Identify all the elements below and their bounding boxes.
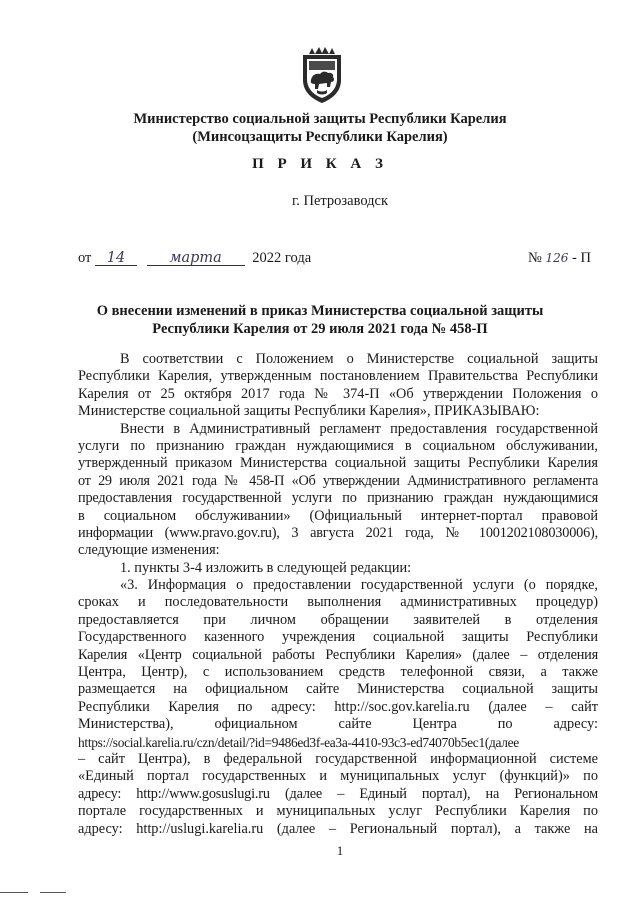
subject-line-2: Республики Карелия от 29 июля 2021 года № 458-П: [152, 321, 488, 337]
body-line: Государственного казенного учреждения социальной защиты Республики: [78, 629, 598, 646]
ministry-name: Министерство социальной защиты Республики Карелия: [133, 111, 507, 127]
ministry-short-name: (Минсоцзащиты Республики Карелия): [192, 129, 448, 145]
body-line: в социальном обслуживании» (Официальный интернет-портал правовой: [78, 507, 598, 524]
date-year: 2022 года: [252, 250, 312, 266]
body-line: https://social.karelia.ru/czn/detail/?id=9486ed3f-ea3a-4410-93c3-ed74070b5ec1(далее: [78, 734, 519, 750]
body-line: В соответствии с Положением о Министерстве социальной защиты: [120, 351, 598, 367]
body-line: предоставления государственной услуги по признанию граждан нуждающимися: [78, 490, 598, 507]
body-line: – сайт Центра), в федеральной государственной информационной системе: [78, 750, 598, 767]
date-day-handwritten: 14: [95, 251, 137, 266]
scan-edge-mark: [0, 892, 28, 893]
body-line: Карелия от 25 октября 2017 года № 374-П «Об утверждении Положения о: [78, 385, 598, 402]
body-line: информации (www.pravo.gov.ru), 3 августа 2021 года, № 1001202108030006),: [78, 524, 598, 541]
body-line: адресу: http://uslugi.karelia.ru (далее – Региональный портал), а также на: [78, 820, 598, 837]
city: г. Петрозаводск: [291, 193, 389, 209]
document-type: П Р И К А З: [252, 156, 388, 172]
body-line: Карелия «Центр социальной работы Республики Карелия» (далее – отделения: [78, 646, 598, 663]
karelia-coat-of-arms-icon: [297, 46, 347, 104]
body-line: размещается на официальном сайте Министерства социальной защиты: [78, 681, 598, 698]
body-line: Республики Карелия, утвержденным постановлением Правительства Республики: [78, 368, 598, 385]
subject-line-1: О внесении изменений в приказ Министерства социальной защиты: [96, 303, 544, 319]
number-sign: №: [528, 250, 542, 266]
order-number-handwritten: 126: [545, 251, 569, 265]
body-line: Министерстве социальной защиты Республики Карелия», ПРИКАЗЫВАЮ:: [78, 403, 540, 420]
date-month-handwritten: марта: [147, 251, 245, 266]
body-line: утвержденный приказом Министерства социальной защиты Республики Карелия: [78, 455, 598, 472]
body-line: адресу: http://www.gosuslugi.ru (далее – Единый портал), на Региональном: [78, 785, 598, 802]
body-line: Внести в Административный регламент предоставления государственной: [120, 420, 598, 437]
body-line: портале государственных и муниципальных услуг Республики Карелия по: [78, 803, 598, 820]
scan-edge-mark: [40, 892, 66, 893]
body-line: «3. Информация о предоставлении государственной услуги (о порядке,: [120, 577, 598, 594]
body-line: предоставляется при личном обращении заявителей в отделения: [78, 611, 598, 628]
body-line: «Единый портал государственных и муниципальных услуг (функций)» по: [78, 768, 598, 785]
body-text: [78, 351, 598, 838]
date-line: [78, 250, 311, 267]
body-line: Министерства), официальном сайте Центра по адресу:: [78, 716, 598, 733]
number-suffix: - П: [572, 250, 591, 266]
body-line: от 29 июля 2021 года № 458-П «Об утверждении Административного регламента: [78, 472, 598, 489]
body-line: сроках и последовательности выполнения административных процедур): [78, 594, 598, 611]
body-line: следующие изменения:: [78, 542, 220, 559]
body-line: услуги по признанию граждан нуждающимися в социальном обслуживании,: [78, 437, 598, 454]
body-line: Центра, Центр), с использованием средств телефонной связи, а также: [78, 664, 598, 681]
body-line: Республики Карелия по адресу: http://soc.gov.karelia.ru (далее – сайт: [78, 698, 598, 715]
number-line: [528, 250, 591, 267]
date-prefix: от: [78, 250, 92, 266]
body-line: 1. пункты 3-4 изложить в следующей редакции:: [120, 559, 412, 576]
page-number: 1: [336, 843, 344, 858]
